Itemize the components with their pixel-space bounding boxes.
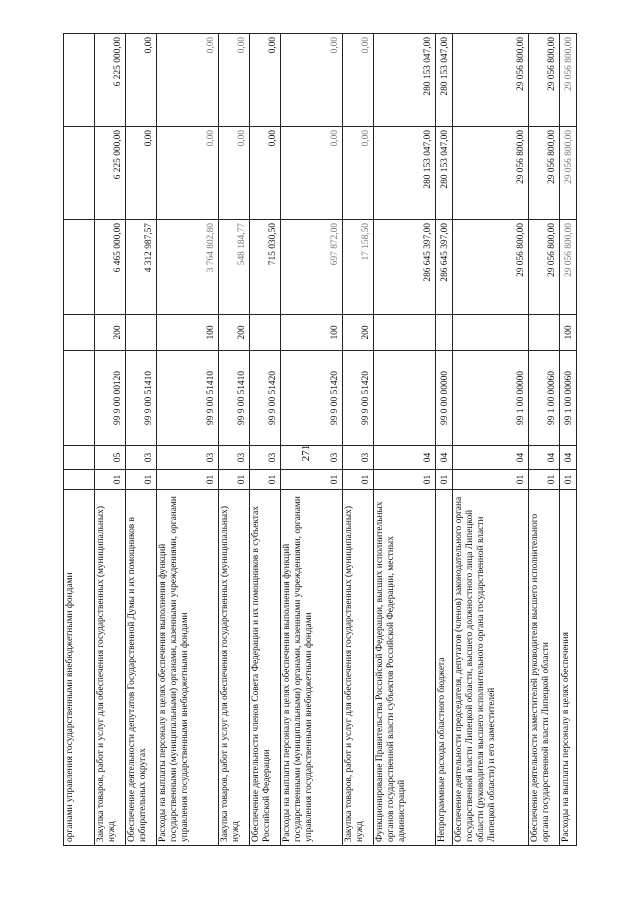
table-row <box>126 34 157 846</box>
amount-year-3: 0,00 <box>126 34 157 127</box>
row-name: Функционирование Правительства Российской Федерации, высших исполнительных органов государственной власти субъектов Российской Федерации, местных администраций <box>374 490 436 846</box>
amount-year-1: 29 056 800,00 <box>453 220 529 315</box>
amount-year-3: 0,00 <box>250 34 281 127</box>
section-code: 01 <box>157 470 219 490</box>
subsection-code: 04 <box>374 446 436 470</box>
row-name: Обеспечение деятельности членов Совета Федерации и их помощников в субъектах Российской Федерации <box>250 490 281 846</box>
amount-year-3: 29 056 800,00 <box>560 34 577 127</box>
table-row <box>64 34 95 846</box>
subsection-code: 03 <box>250 446 281 470</box>
table-row <box>157 34 219 846</box>
amount-year-2: 280 153 047,00 <box>436 127 453 220</box>
row-name: Расходы на выплаты персоналу в целях обеспечения выполнения функций государственными (муниципальными) органами, казенными учреждениями, органами управления государственными внебюджетными фондами <box>281 490 343 846</box>
expense-type-code <box>436 315 453 351</box>
amount-year-3: 280 153 047,00 <box>436 34 453 127</box>
target-article-code: 99 9 00 51410 <box>157 351 219 446</box>
row-name: Закупка товаров, работ и услуг для обеспечения государственных (муниципальных) нужд <box>219 490 250 846</box>
subsection-code: 04 <box>529 446 560 470</box>
table-row <box>436 34 453 846</box>
subsection-code: 04 <box>436 446 453 470</box>
amount-year-2: 29 056 800,00 <box>529 127 560 220</box>
amount-year-2: 280 153 047,00 <box>374 127 436 220</box>
target-article-code: 99 0 00 00000 <box>436 351 453 446</box>
row-name: Расходы на выплаты персоналу в целях обеспечения <box>560 490 577 846</box>
subsection-code <box>64 446 95 470</box>
amount-year-1: 286 645 397,00 <box>374 220 436 315</box>
table-row <box>560 34 577 846</box>
section-code: 01 <box>281 470 343 490</box>
row-name: Обеспечение деятельности председателя, депутатов (членов) законодательного органа государственной власти Липецкой области, высшего должностного лица Липецкой области (руководителя высшего исполнительного органа государственной власти Липецкой области) и его заместителей <box>453 490 529 846</box>
amount-year-3: 29 056 800,00 <box>529 34 560 127</box>
subsection-code: 05 <box>95 446 126 470</box>
target-article-code: 99 1 00 00000 <box>453 351 529 446</box>
section-code: 01 <box>529 470 560 490</box>
table-row <box>219 34 250 846</box>
target-article-code: 99 9 00 51410 <box>126 351 157 446</box>
subsection-code: 03 <box>219 446 250 470</box>
table-row <box>95 34 126 846</box>
target-article-code: 99 9 00 51420 <box>250 351 281 446</box>
page-number: 271 <box>300 444 312 462</box>
row-name: Непрограммные расходы областного бюджета <box>436 490 453 846</box>
amount-year-3: 280 153 047,00 <box>374 34 436 127</box>
amount-year-1: 715 030,50 <box>250 220 281 315</box>
section-code: 01 <box>219 470 250 490</box>
table-body <box>64 34 577 846</box>
row-name: Закупка товаров, работ и услуг для обеспечения государственных (муниципальных) нужд <box>343 490 374 846</box>
amount-year-2: 29 056 800,00 <box>453 127 529 220</box>
amount-year-2: 0,00 <box>157 127 219 220</box>
target-article-code: 99 9 00 51420 <box>343 351 374 446</box>
amount-year-2: 29 056 800,00 <box>560 127 577 220</box>
section-code: 01 <box>374 470 436 490</box>
target-article-code <box>64 351 95 446</box>
amount-year-3: 0,00 <box>343 34 374 127</box>
table-row <box>374 34 436 846</box>
row-name: Расходы на выплаты персоналу в целях обеспечения выполнения функций государственными (муниципальными) органами, казенными учреждениями, органами управления государственными внебюджетными фондами <box>157 490 219 846</box>
budget-table-rotated <box>63 34 586 846</box>
section-code: 01 <box>126 470 157 490</box>
table-row <box>281 34 343 846</box>
subsection-code: 03 <box>157 446 219 470</box>
amount-year-3: 6 225 000,00 <box>95 34 126 127</box>
row-name: Закупка товаров, работ и услуг для обеспечения государственных (муниципальных) нужд <box>95 490 126 846</box>
expense-type-code: 100 <box>560 315 577 351</box>
budget-table <box>63 33 577 846</box>
amount-year-1: 286 645 397,00 <box>436 220 453 315</box>
subsection-code: 03 <box>343 446 374 470</box>
subsection-code: 04 <box>453 446 529 470</box>
table-row <box>343 34 374 846</box>
expense-type-code <box>126 315 157 351</box>
expense-type-code: 100 <box>157 315 219 351</box>
section-code: 01 <box>95 470 126 490</box>
amount-year-2: 0,00 <box>281 127 343 220</box>
section-code: 01 <box>560 470 577 490</box>
table-row <box>250 34 281 846</box>
section-code: 01 <box>343 470 374 490</box>
section-code: 01 <box>250 470 281 490</box>
expense-type-code <box>529 315 560 351</box>
target-article-code: 99 9 00 51410 <box>219 351 250 446</box>
table-row <box>453 34 529 846</box>
amount-year-3 <box>64 34 95 127</box>
subsection-code: 03 <box>281 446 343 470</box>
section-code: 01 <box>453 470 529 490</box>
expense-type-code: 100 <box>281 315 343 351</box>
table-row <box>529 34 560 846</box>
amount-year-3: 0,00 <box>157 34 219 127</box>
expense-type-code: 200 <box>219 315 250 351</box>
amount-year-3: 0,00 <box>219 34 250 127</box>
row-name: Обеспечение деятельности заместителей руководителя высшего исполнительного органа государственной власти Липецкой области <box>529 490 560 846</box>
target-article-code: 99 1 00 00060 <box>560 351 577 446</box>
target-article-code <box>374 351 436 446</box>
section-code: 01 <box>436 470 453 490</box>
amount-year-1: 697 872,00 <box>281 220 343 315</box>
amount-year-2: 0,00 <box>219 127 250 220</box>
amount-year-1: 29 056 800,00 <box>560 220 577 315</box>
amount-year-1: 4 312 987,57 <box>126 220 157 315</box>
amount-year-1: 17 158,50 <box>343 220 374 315</box>
amount-year-2: 6 225 000,00 <box>95 127 126 220</box>
expense-type-code <box>64 315 95 351</box>
amount-year-2 <box>64 127 95 220</box>
expense-type-code: 200 <box>343 315 374 351</box>
expense-type-code <box>250 315 281 351</box>
target-article-code: 99 9 00 00120 <box>95 351 126 446</box>
amount-year-2: 0,00 <box>250 127 281 220</box>
expense-type-code <box>374 315 436 351</box>
amount-year-1: 29 056 800,00 <box>529 220 560 315</box>
amount-year-1 <box>64 220 95 315</box>
amount-year-1: 548 184,77 <box>219 220 250 315</box>
target-article-code: 99 1 00 00060 <box>529 351 560 446</box>
section-code <box>64 470 95 490</box>
target-article-code: 99 9 00 51420 <box>281 351 343 446</box>
amount-year-2: 0,00 <box>126 127 157 220</box>
row-name: органами управления государственными внебюджетными фондами <box>64 490 95 846</box>
amount-year-2: 0,00 <box>343 127 374 220</box>
subsection-code: 03 <box>126 446 157 470</box>
amount-year-1: 6 465 000,00 <box>95 220 126 315</box>
amount-year-3: 29 056 800,00 <box>453 34 529 127</box>
expense-type-code: 200 <box>95 315 126 351</box>
amount-year-3: 0,00 <box>281 34 343 127</box>
expense-type-code <box>453 315 529 351</box>
subsection-code: 04 <box>560 446 577 470</box>
row-name: Обеспечение деятельности депутатов Государственной Думы и их помощников в избирательных округах <box>126 490 157 846</box>
amount-year-1: 3 764 802,80 <box>157 220 219 315</box>
